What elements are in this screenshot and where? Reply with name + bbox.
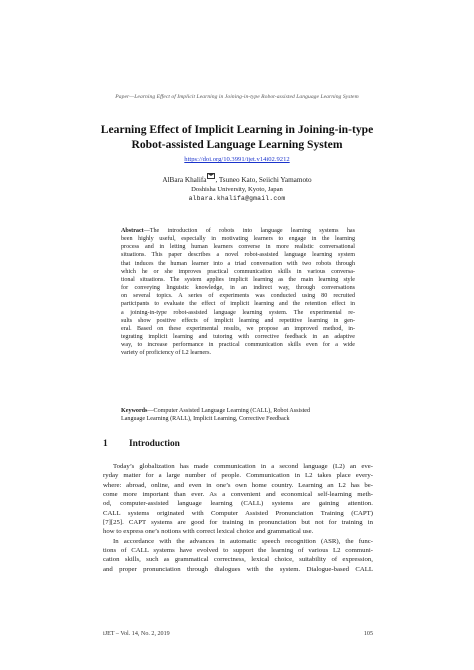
body-line: Today’s globalization has made communication in a second language (L2) an eve- bbox=[113, 463, 373, 470]
abstract bbox=[121, 227, 355, 358]
abstract-line: for conveying linguistic knowledge, in an indirect way, through conversations bbox=[121, 285, 355, 292]
author-affiliation: Doshisha University, Kyoto, Japan bbox=[191, 186, 283, 193]
author-names-part-2: , Tsuneo Kato, Seiichi Yamamoto bbox=[215, 176, 312, 184]
abstract-line: which he or she improves practical communication skills in various conversa- bbox=[121, 268, 355, 275]
abstract-line: tegrating implicit learning and tutoring with corrective feedback in an adaptive bbox=[121, 334, 355, 341]
abstract-line: way, to increase performance in practical communication skills even for a wide bbox=[121, 342, 355, 349]
abstract-line-text: —The introduction of robots into language learning systems has bbox=[143, 228, 355, 234]
body-line: where: abroad, online, and even in one’s own home country. Learning an L2 has be- bbox=[103, 481, 373, 489]
keywords-line: Language Learning (RALL), Implicit Learning, Corrective Feedback bbox=[121, 416, 290, 423]
author-block bbox=[0, 173, 474, 203]
section-title: Introduction bbox=[129, 439, 180, 449]
abstract-line: process and in letting human learners converse in more realistic conversational bbox=[121, 244, 355, 251]
abstract-line: situations. This paper describes a novel robot-assisted language learning system bbox=[121, 252, 355, 259]
body-line: In accordance with the advances in automatic speech recognition (ASR), the func- bbox=[113, 537, 373, 545]
abstract-line: a joining-in-type robot-assisted language learning system. The experimental re- bbox=[121, 309, 355, 316]
paper-title-line-2: Robot-assisted Language Learning System bbox=[131, 138, 343, 151]
author-email[interactable]: albara.khalifa@gmail.com bbox=[188, 195, 286, 202]
section-number: 1 bbox=[103, 439, 108, 449]
abstract-line bbox=[121, 227, 355, 235]
footer-page-number: 105 bbox=[363, 631, 373, 637]
envelope-icon bbox=[207, 173, 215, 179]
abstract-line: eral. Based on these experimental results, we propose an improved method, in- bbox=[121, 325, 355, 332]
body-line: come more important than ever. As a convenient and economical self-learning meth- bbox=[103, 491, 373, 499]
body-line: od, computer-assisted language learning (CALL) systems are gaining attention. bbox=[103, 500, 373, 508]
keywords bbox=[121, 407, 355, 423]
keywords-line-text: —Computer Assisted Language Learning (CALL), Robot Assisted bbox=[147, 408, 311, 414]
abstract-line: on several topics. A series of experiments was conducted using 80 recruited bbox=[121, 293, 355, 300]
body-line: [7][25]. CAPT systems are good for training in pronunciation but not for training in bbox=[103, 519, 373, 527]
abstract-line: that induces the human learner into a triad conversation with two robots through bbox=[121, 260, 355, 267]
running-head bbox=[0, 94, 474, 100]
body-line: tions of CALL systems have evolved to support the learning of various L2 communi- bbox=[103, 547, 373, 555]
running-head-dash: — bbox=[129, 94, 135, 100]
body-line: how to express one’s notions with correct lexical choice and grammatical use. bbox=[103, 528, 314, 536]
author-names-part-1: AlBara Khalifa bbox=[162, 176, 207, 184]
abstract-line: participants to evaluate the effect of implicit learning and the retention effect in bbox=[121, 301, 355, 308]
running-head-label: Paper bbox=[115, 94, 130, 100]
abstract-line: been highly useful, especially in motivating learners to engage in the learning bbox=[121, 236, 355, 243]
keywords-line bbox=[121, 407, 355, 415]
abstract-line: tional situations. The system applies implicit learning as the main learning style bbox=[121, 276, 355, 283]
paper-title-line-1: Learning Effect of Implicit Learning in Joining-in-type bbox=[100, 123, 374, 136]
abstract-lead: Abstract bbox=[121, 228, 144, 234]
body-line: ryday matter for a large number of people. Communication in L2 takes place every- bbox=[103, 472, 373, 480]
body-line: cation skills, such as grammatical correctness, lexical choice, suitability of expression, bbox=[103, 556, 373, 564]
doi-link[interactable]: https://doi.org/10.3991/ijet.v14i02.9212 bbox=[184, 156, 290, 163]
paper-title bbox=[80, 122, 394, 152]
keywords-lead: Keywords bbox=[121, 408, 148, 414]
body-line: CALL systems originated with Computer Assisted Pronunciation Training (CAPT) bbox=[103, 509, 373, 517]
section-heading bbox=[103, 439, 180, 449]
footer-journal: iJET ‒ Vol. 14, No. 2, 2019 bbox=[103, 631, 170, 637]
running-head-text: Learning Effect of Implicit Learning in Joining-in-type Robot-assisted Language Learning System bbox=[134, 94, 359, 100]
body-text bbox=[103, 462, 373, 574]
abstract-line: variety of proficiency of L2 learners. bbox=[121, 350, 212, 357]
body-line: and proper pronunciation through dialogues with the system. Dialogue-based CALL bbox=[103, 565, 373, 573]
abstract-line: sults show positive effects of implicit learning and repetitive learning in gen- bbox=[121, 317, 355, 324]
